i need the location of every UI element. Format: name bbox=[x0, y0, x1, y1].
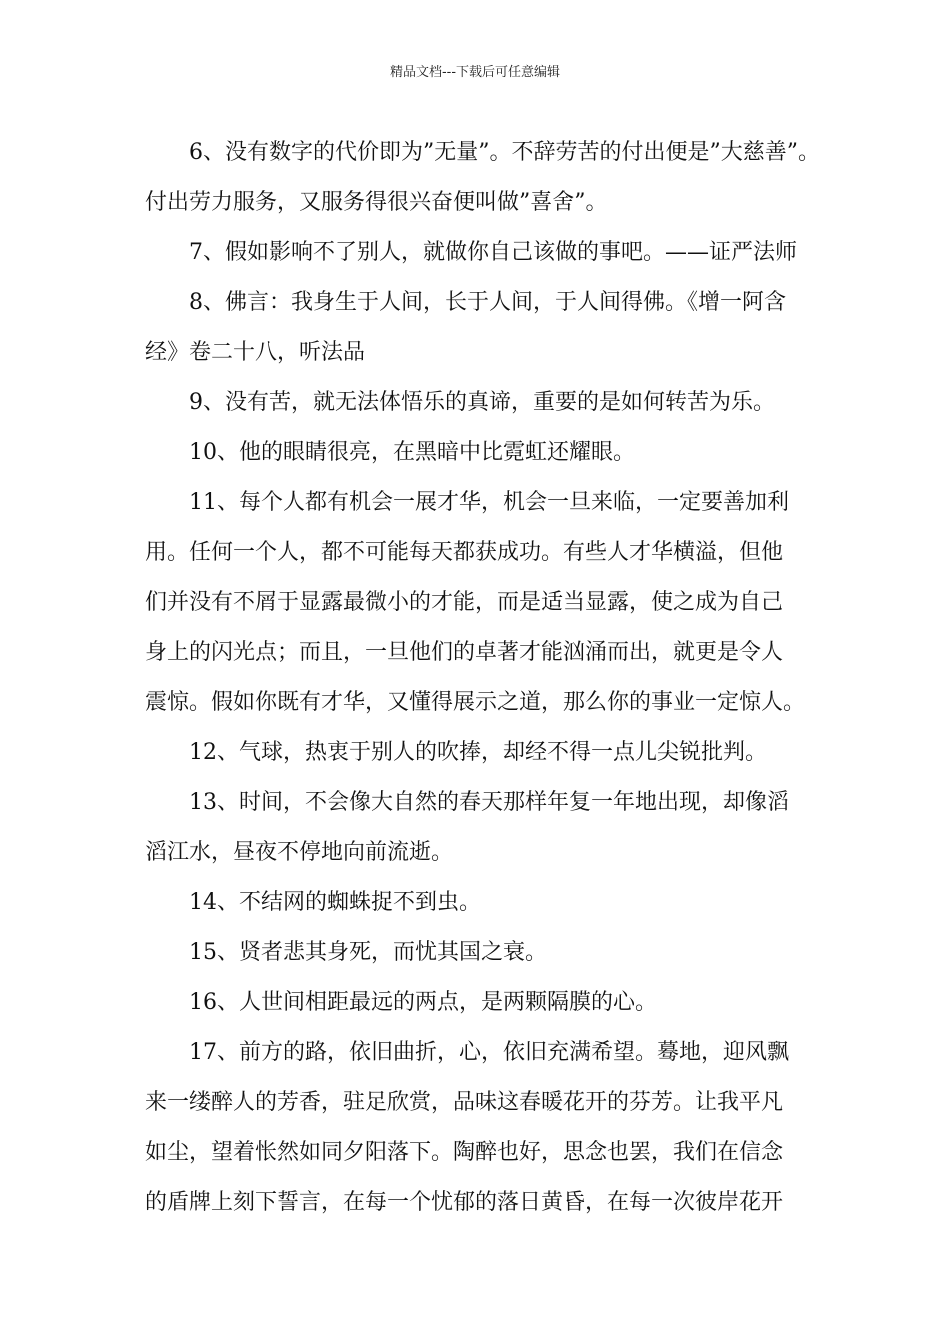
text-line-3: 7、假如影响不了别人，就做你自己该做的事吧。——证严法师 bbox=[189, 240, 797, 265]
text-line-16: 14、不结网的蜘蛛捉不到虫。 bbox=[189, 890, 481, 915]
text-line-21: 如尘，望着怅然如同夕阳落下。陶醉也好，思念也罢，我们在信念 bbox=[145, 1140, 784, 1165]
text-line-18: 16、人世间相距最远的两点，是两颗隔膜的心。 bbox=[189, 990, 657, 1015]
text-line-14: 13、时间，不会像大自然的春天那样年复一年地出现，却像滔 bbox=[189, 790, 789, 815]
text-line-4: 8、佛言：我身生于人间，长于人间，于人间得佛。《增一阿含 bbox=[189, 290, 786, 315]
page-header: 精品文档---下载后可任意编辑 bbox=[389, 65, 561, 80]
text-line-6: 9、没有苦，就无法体悟乐的真谛，重要的是如何转苦为乐。 bbox=[189, 390, 775, 415]
text-line-7: 10、他的眼睛很亮，在黑暗中比霓虹还耀眼。 bbox=[189, 440, 635, 465]
text-line-9: 用。任何一个人，都不可能每天都获成功。有些人才华横溢，但他 bbox=[145, 540, 784, 565]
text-line-10: 们并没有不屑于显露最微小的才能，而是适当显露，使之成为自己 bbox=[145, 590, 784, 615]
text-line-11: 身上的闪光点；而且，一旦他们的卓著才能汹涌而出，就更是令人 bbox=[145, 640, 784, 665]
text-line-17: 15、贤者悲其身死，而忧其国之衰。 bbox=[189, 940, 547, 965]
text-line-22: 的盾牌上刻下誓言，在每一个忧郁的落日黄昏，在每一次彼岸花开 bbox=[145, 1190, 784, 1215]
text-line-12: 震惊。假如你既有才华，又懂得展示之道，那么你的事业一定惊人。 bbox=[145, 690, 806, 715]
text-line-5: 经》卷二十八，听法品 bbox=[145, 340, 366, 365]
text-line-20: 来一缕醉人的芳香，驻足欣赏，品味这春暖花开的芬芳。让我平凡 bbox=[145, 1090, 784, 1115]
text-line-1: 6、没有数字的代价即为”无量”。不辞劳苦的付出便是”大慈善”。 bbox=[189, 140, 820, 165]
text-line-13: 12、气球，热衷于别人的吹捧，却经不得一点儿尖锐批判。 bbox=[189, 740, 767, 765]
text-line-8: 11、每个人都有机会一展才华，机会一旦来临，一定要善加利 bbox=[189, 490, 789, 515]
text-line-2: 付出劳力服务，又服务得很兴奋便叫做”喜舍”。 bbox=[145, 190, 608, 215]
text-line-19: 17、前方的路，依旧曲折，心，依旧充满希望。蓦地，迎风飘 bbox=[189, 1040, 789, 1065]
document-body bbox=[145, 128, 820, 1228]
text-line-15: 滔江水，昼夜不停地向前流逝。 bbox=[145, 840, 454, 865]
